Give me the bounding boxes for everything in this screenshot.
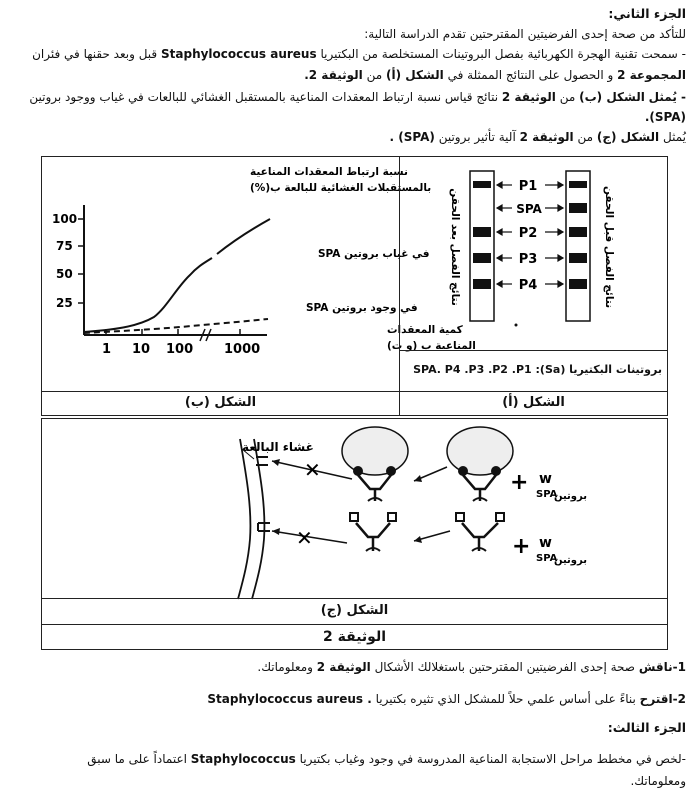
arrow-head xyxy=(497,281,502,287)
arrow-head xyxy=(272,528,280,535)
arrow-head xyxy=(558,229,563,235)
part3-task-continued: ومعلوماتك. xyxy=(630,774,686,788)
text-span: -لخص في مخطط مراحل الاستجابة المناعية المدروسة في وجود وغياب بكتيريا xyxy=(299,752,686,766)
text-span: بناءً على أساس علمي حلاً للمشكل الذي تثيره بكتيريا xyxy=(375,692,636,706)
text-span: يُمثل xyxy=(663,130,686,144)
part2-intro: للتأكد من صحة إحدى الفرضيتين المقترحتين تقدم الدراسة التالية: xyxy=(364,27,686,41)
y-axis-label-line1: نسبة ارتباط المعقدات المناعية xyxy=(250,166,408,178)
arrow-head xyxy=(558,205,563,211)
y-tick-label: 100 xyxy=(52,212,78,226)
text-span: الوثيقة 2 xyxy=(519,130,574,144)
figure-a-caption: الشكل (أ) xyxy=(502,395,565,410)
part2-paragraph-electrophoresis xyxy=(8,46,686,62)
text-span: (SPA) . xyxy=(389,130,435,144)
band-before-p2 xyxy=(569,227,587,237)
band-after-p2 xyxy=(473,227,491,237)
antibody-bottom-2 xyxy=(456,513,504,551)
figure-a-gel xyxy=(400,157,667,353)
part2-paragraph-figure-b xyxy=(8,89,686,105)
gel-lane-after xyxy=(470,171,494,321)
y-tick-label: 50 xyxy=(56,267,73,281)
curve-absence-spa xyxy=(84,258,212,332)
band-label-p2: P2 xyxy=(518,226,538,241)
part2-title: الجزء الثاني: xyxy=(608,6,686,21)
text-span: من xyxy=(559,90,576,104)
figure-a-legend xyxy=(404,363,662,376)
arrow-head xyxy=(558,281,563,287)
text-span: من xyxy=(577,130,594,144)
arrow-head xyxy=(497,255,502,261)
x-tick-label: 10 xyxy=(132,342,151,357)
band-after-p4 xyxy=(473,279,491,289)
y-tick-label: 75 xyxy=(56,239,73,253)
band-before-p3 xyxy=(569,253,587,263)
band-before-p4 xyxy=(569,279,587,289)
block-cross: ✕ xyxy=(296,526,313,550)
arrow-head xyxy=(497,182,502,188)
y-axis-label-line2: بالمستقبلات الغشائية للبالعة ب(%) xyxy=(250,182,432,194)
text-span: من xyxy=(366,68,383,82)
part2-paragraph-group2 xyxy=(8,67,686,83)
text-span: آلية تأثير بروتين xyxy=(438,130,516,144)
x-tick-label: 1000 xyxy=(224,342,261,357)
lane-label-after: نتائج الفصل بعد الحقن xyxy=(449,188,461,306)
arrow-head xyxy=(558,182,563,188)
part3-title: الجزء الثالث: xyxy=(607,720,686,735)
spa-label: SPA xyxy=(536,489,558,500)
arrow-head xyxy=(414,536,422,543)
text-span: صحة إحدى الفرضيتين المقترحتين باستغلالك الأشكال xyxy=(374,660,635,674)
band-before-p1 xyxy=(569,181,587,188)
band-before-spa xyxy=(569,203,587,213)
x-axis-label-line2: المناعية ب (و ت) xyxy=(387,340,476,352)
spa-label: SPA xyxy=(536,553,558,564)
curve-absence-label: في غياب بروتين SPA xyxy=(318,248,430,260)
text-span: الشكل (ج) xyxy=(596,130,660,144)
arrow-head xyxy=(414,475,422,482)
spa-glyph: w xyxy=(539,535,552,551)
arrow-head xyxy=(272,459,280,466)
arrow-head xyxy=(558,255,563,261)
spa-glyph: w xyxy=(539,471,552,487)
x-tick-label: 100 xyxy=(166,342,194,357)
text-span: الوثيقة 2. xyxy=(304,68,363,82)
question-2 xyxy=(8,691,686,707)
text-span: و الحصول على النتائج الممثلة في xyxy=(447,68,614,82)
complex-top-2 xyxy=(447,427,513,501)
band-label-p4: P4 xyxy=(518,278,538,293)
band-label-spa: SPA xyxy=(516,202,542,216)
gel-lane-before xyxy=(566,171,590,321)
text-span: - سمحت تقنية الهجرة الكهربائية بفصل البروتينات المستخلصة من البكتيريا xyxy=(320,47,686,61)
text-span: الشكل (أ) xyxy=(385,68,444,82)
species-name: Staphylococcus aureus . xyxy=(207,692,372,706)
legend-prefix: بروتينات البكتيريا (Sa): xyxy=(535,363,662,376)
text-span: 1-ناقش xyxy=(638,660,686,674)
protein-word: بروتين xyxy=(553,491,587,502)
part3-task xyxy=(8,751,686,767)
figure-c-caption: الشكل (ج) xyxy=(320,603,389,618)
plus-sign: + xyxy=(512,534,531,559)
figure-b-caption: الشكل (ب) xyxy=(184,395,257,410)
block-cross: ✕ xyxy=(304,458,321,482)
dot-mark xyxy=(515,324,518,327)
arrow-head xyxy=(497,205,502,211)
part2-spa-abbrev: (SPA). xyxy=(644,110,686,124)
document-caption: الوثيقة 2 xyxy=(323,629,386,645)
macrophage-membrane-inner xyxy=(252,439,264,599)
antibody-bottom-1 xyxy=(350,513,396,551)
arrow-head xyxy=(497,229,502,235)
text-span: قبل وبعد حقنها في فئران xyxy=(32,47,158,61)
species-name: Staphylococcus xyxy=(190,752,296,766)
macrophage-membrane xyxy=(238,439,250,599)
legend-items: SPA. P4 .P3 .P2 .P1 xyxy=(413,363,532,376)
curve-presence-label: في وجود بروتين SPA xyxy=(306,302,418,314)
text-span: الوثيقة 2 xyxy=(316,660,371,674)
membrane-label: غشاء البالعة xyxy=(242,440,314,454)
figure-c-diagram xyxy=(42,419,667,599)
species-name: Staphylococcus aureus xyxy=(161,47,317,61)
protein-word: بروتين xyxy=(553,555,587,566)
text-span: الشكل (ب) xyxy=(579,90,645,104)
text-span: نتائج قياس نسبة ارتباط المعقدات المناعية بالمستقبل الغشائي للبالعات في غياب ووجود بروتين xyxy=(29,90,499,104)
text-span: - يُمثل xyxy=(648,90,686,104)
part2-paragraph-figure-c xyxy=(8,129,686,145)
text-span: ومعلوماتك. xyxy=(257,660,313,674)
lane-label-before: نتائج الفصل قبل الحقن xyxy=(603,185,615,309)
y-tick-label: 25 xyxy=(56,296,73,310)
text-span: المجموعة 2 xyxy=(617,68,686,82)
text-span: 2-اقترح xyxy=(639,692,686,706)
band-label-p1: P1 xyxy=(518,179,538,194)
text-span: الوثيقة 2 xyxy=(501,90,556,104)
band-label-p3: P3 xyxy=(518,252,538,267)
question-1 xyxy=(8,659,686,675)
plus-sign: + xyxy=(510,470,529,495)
x-tick-label: 1 xyxy=(102,342,112,357)
band-after-p1 xyxy=(473,181,491,188)
band-after-p3 xyxy=(473,253,491,263)
x-axis-label-line1: كمية المعقدات xyxy=(387,324,463,336)
curve-absence-spa-continued xyxy=(217,219,270,254)
text-span: اعتماداً على ما سبق xyxy=(87,752,187,766)
complex-top-1 xyxy=(342,427,408,501)
